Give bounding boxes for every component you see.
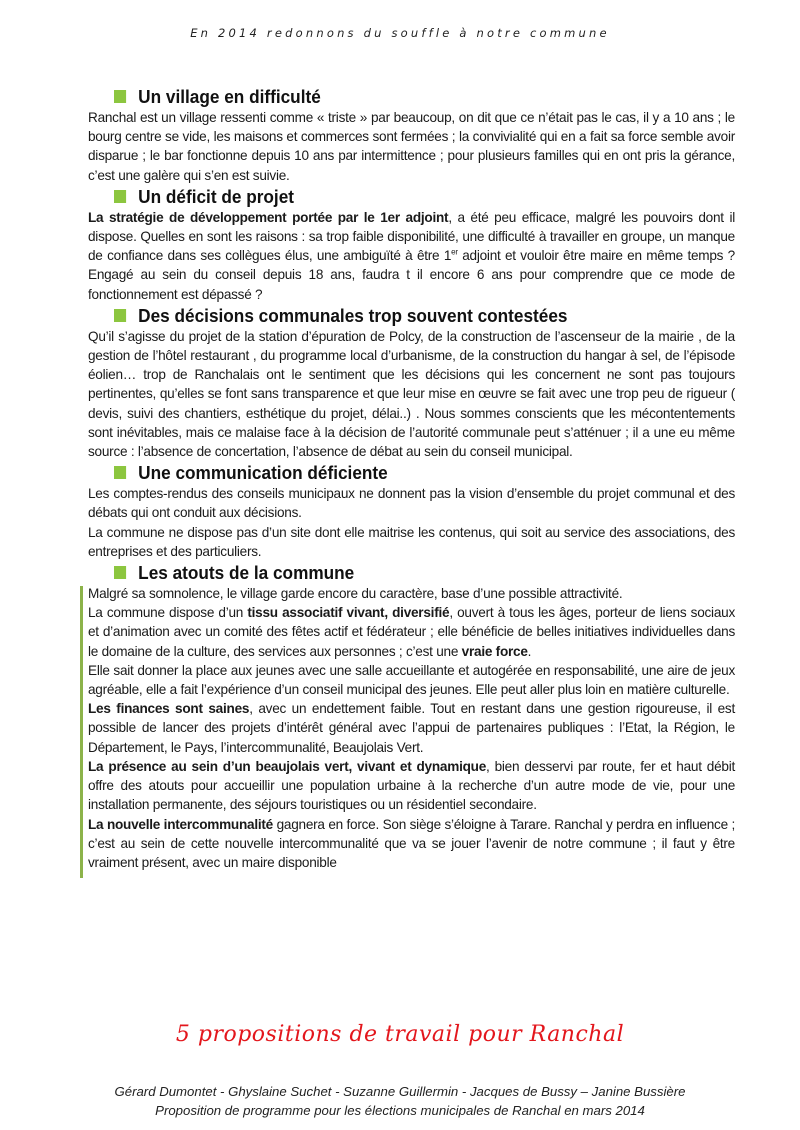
text: , ouvert à tous les âges, porteur de liens sociaux et d’animation avec un comité des fêtes actif et fédérateur ; elle bénéficie de belles initiatives individuelles dans le domaine de la culture, des services aux personnes ; c’est une — [88, 605, 735, 659]
bold-lead: La stratégie de développement portée par le 1er adjoint — [88, 209, 449, 225]
section-decisions — [88, 305, 735, 461]
text: adjoint et vouloir être maire en même temps ? Engagé au sein du conseil depuis 18 ans, faudra t il encore 6 ans pour comprendre que ce mode de fonctionnement est dépassé ? — [88, 248, 735, 302]
subtitle-line: Proposition de programme pour les élections municipales de Ranchal en mars 2014 — [155, 1103, 645, 1118]
bold-text: La nouvelle intercommunalité — [88, 816, 273, 832]
bold-text: La présence au sein d’un beaujolais vert, vivant et dynamique — [88, 758, 487, 774]
section-deficit — [88, 186, 735, 304]
text: , a été peu efficace, malgré les pouvoirs dont il dispose. Quelles en sont les raisons : sa trop faible disponibilité, une difficulté à travailler en groupe, un manque de confiance dans ses collègues élus, une ambiguïté à être 1 — [88, 209, 735, 264]
bold-text: Les finances sont saines — [88, 701, 250, 717]
authors-line: Gérard Dumontet - Ghyslaine Suchet - Suzanne Guillermin - Jacques de Bussy – Janine Bussière — [114, 1084, 686, 1099]
paragraph: Malgré sa somnolence, le village garde encore du caractère, base d’une possible attractivité. — [88, 586, 623, 602]
heading-text: Un déficit de projet — [138, 185, 294, 207]
heading-text: Des décisions communales trop souvent contestées — [138, 304, 568, 326]
section-communication — [88, 462, 735, 561]
text: , avec un endettement faible. Tout en restant dans une gestion rigoureuse, il est possible de lancer des projets d’intérêt général avec l’appui de partenaires publiques : l’Etat, la Région, le Département, le Pays, l’intercommunalité, Beaujolais Vert. — [88, 701, 735, 755]
text: La commune dispose d’un — [88, 605, 248, 621]
text: , bien desservi par route, fer et haut débit offre des atouts pour accueillir une population urbaine à la recherche d’un autre mode de vie, pour une installation permanente, des séjours touristiques ou un résidentiel secondaire. — [88, 758, 736, 813]
paragraph: Qu’il s’agisse du projet de la station d’épuration de Polcy, de la construction de l’ascenseur de la mairie , de la gestion de l’hôtel restaurant , du programme local d’urbanisme, de la construction du hangar à sel, de l’épisode éolien… trop de Ranchalais ont le sentiment que les décisions qui les concernent ne sont pas toujours pertinentes, qu’elles se font sans transparence et que leur mise en œuvre se fait avec une trop peu de rigueur ( devis, suivi des chantiers, esthétique du projet, délai..) . Nous sommes conscients que les mécontentements sont inévitables, mais ce malaise face à la décision de l’autorité communale peut s’atténuer ; il a une eu même source : l’absence de concertation, l’absence de débat au sein du conseil municipal. — [88, 328, 735, 460]
bold-text: tissu associatif vivant, diversifié — [247, 605, 450, 621]
paragraph: Elle sait donner la place aux jeunes avec une salle accueillante et autogérée en responsabilité, une aire de jeux agréable, elle a fait l’expérience d’un conseil municipal des jeunes. Elle peut aller plus loin en matière culturelle. — [88, 662, 735, 698]
paragraph — [88, 699, 735, 757]
green-square-bullet-icon — [114, 566, 126, 579]
section-heading — [114, 186, 692, 208]
paragraph: Ranchal est un village ressenti comme « triste » par beaucoup, on dit que ce n’était pas le cas, il y a 10 ans ; le bourg centre se vide, les maisons et commerces sont fermées ; la convivialité qui en a fait sa force semble avoir disparue ; le bar fonctionne depuis 10 ans par intermittence ; pour plusieurs familles qui en ont pris la gérance, c’est une galère qui s’en est suivie. — [88, 110, 735, 183]
section-heading — [114, 562, 692, 584]
superscript: er — [451, 247, 458, 257]
section-heading — [114, 305, 692, 327]
text: gagnera en force. Son siège s’éloigne à Tarare. Ranchal y perdra en influence ; c’est au sein de cette nouvelle intercommunalité que va se jouer l’avenir de notre commune ; il faut y être vraiment présent, avec un maire disponible — [88, 816, 735, 870]
text: . — [527, 643, 532, 659]
green-left-border — [80, 586, 83, 878]
paragraph — [88, 757, 735, 815]
section-heading — [114, 86, 692, 108]
bold-text: vraie force — [461, 643, 528, 659]
section-heading — [114, 462, 692, 484]
paragraph: La commune ne dispose pas d’un site dont elle maitrise les contenus, qui soit au service des associations, des entreprises et des particuliers. — [88, 524, 735, 559]
page-tagline: En 2014 redonnons du souffle à notre commune — [190, 26, 610, 40]
footer-credits — [0, 1082, 800, 1120]
green-square-bullet-icon — [114, 90, 126, 103]
document-body — [88, 86, 735, 873]
heading-text: Une communication déficiente — [138, 462, 388, 484]
green-square-bullet-icon — [114, 466, 126, 479]
green-square-bullet-icon — [114, 309, 126, 322]
green-square-bullet-icon — [114, 190, 126, 203]
paragraph — [88, 815, 735, 873]
footer-title: 5 propositions de travail pour Ranchal — [175, 1022, 625, 1047]
section-atouts — [88, 562, 735, 872]
paragraph — [88, 603, 735, 661]
paragraph — [88, 208, 735, 304]
section-village — [88, 86, 735, 185]
heading-text: Un village en difficulté — [138, 86, 321, 107]
atouts-content — [88, 584, 735, 872]
heading-text: Les atouts de la commune — [138, 562, 355, 584]
paragraph: Les comptes-rendus des conseils municipaux ne donnent pas la vision d’ensemble du projet communal et des débats qui ont conduit aux décisions. — [88, 486, 735, 521]
